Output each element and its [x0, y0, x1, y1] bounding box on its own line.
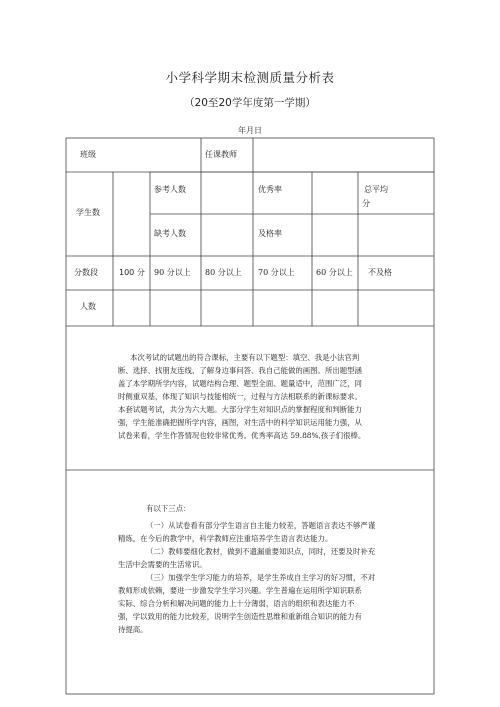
paragraph-line: 强，学生能准确把握所学内容，画图，对生活中的科学知识运用能力强，从 — [118, 418, 362, 427]
paragraph-line: 时侧重双基，体现了知识与技能相统一，过程与方法相联系的新课标要求。 — [118, 392, 362, 401]
student-count-label: 学生数 — [76, 208, 100, 217]
excellent-rate-label: 优秀率 — [258, 185, 282, 194]
paragraph-line: 本次考试的试题出的符合课标，主要有以下题型：填空、我是小法官判 — [130, 353, 360, 362]
band-fail: 不及格 — [368, 268, 392, 277]
band-60: 60 分以上 — [316, 268, 353, 277]
band-80: 80 分以上 — [205, 268, 242, 277]
paragraph-line: （三）加强学生学习能力的培养，是学生养成自主学习的好习惯，不对 — [146, 573, 376, 582]
paragraph-line: 本套试题考试，共分为六大题。大部分学生对知识点的掌握程度和判断能力 — [118, 405, 362, 414]
paragraph-line: 有以下三点： — [146, 504, 191, 513]
class-label: 班级 — [80, 150, 96, 159]
band-70: 70 分以上 — [258, 268, 295, 277]
average-label-line1: 总平均 — [364, 185, 388, 194]
page-subtitle: （20至20学年度第一学期） — [184, 97, 316, 109]
teacher-label: 任课教师 — [205, 150, 237, 159]
absent-label: 缺考人数 — [154, 229, 186, 238]
band-90: 90 分以上 — [154, 268, 191, 277]
paragraph-line: （二）教师要细化教材，做到不遗漏重要知识点，同时，还要及时补充 — [146, 547, 376, 556]
band-100: 100 分 — [119, 268, 145, 277]
paragraph-line: 强，学以致用的能力比较差，说明学生创造性思维和重新组合知识的能力有 — [118, 612, 362, 621]
paragraph-line: 待提高。 — [118, 625, 148, 634]
page-title: 小学科学期末检测质量分析表 — [165, 70, 335, 85]
paragraph-line: 精炼，在今后的教学中，科学教师应注重培养学生语言表达能力。 — [118, 534, 333, 543]
date-line: 年月日 — [238, 126, 262, 135]
count-label: 人数 — [80, 302, 96, 311]
paragraph-line: 生活中会需要的生活常识。 — [118, 560, 207, 569]
paragraph-line: 试卷来看，学生作答情况也较非常优秀。优秀率高达 59.88%,孩子们很棒。 — [118, 431, 366, 440]
participants-label: 参考人数 — [154, 185, 186, 194]
score-band-label: 分数段 — [74, 268, 98, 277]
paragraph-line: （一）从试卷看有部分学生语言自主能力较差，答题语言表达不够严谨 — [146, 521, 376, 530]
paragraph-line: 断、选择、找朋友连线、了解身边事问答、我自己能做的画图。所出题型涵 — [118, 366, 362, 375]
paragraph-line: 盖了本学期所学内容，试题结构合理、题型全面、题量适中，范围广泛，同 — [118, 379, 362, 388]
paragraph-line: 实际、综合分析和解决问题的能力上十分薄弱，语言的组织和表达能力不 — [118, 599, 355, 608]
pass-rate-label: 及格率 — [258, 229, 282, 238]
average-label-line2: 分 — [362, 199, 370, 208]
paragraph-line: 教师形成依赖，要进一步激发学生学习兴趣。学生普遍在运用所学知识联系 — [118, 586, 362, 595]
